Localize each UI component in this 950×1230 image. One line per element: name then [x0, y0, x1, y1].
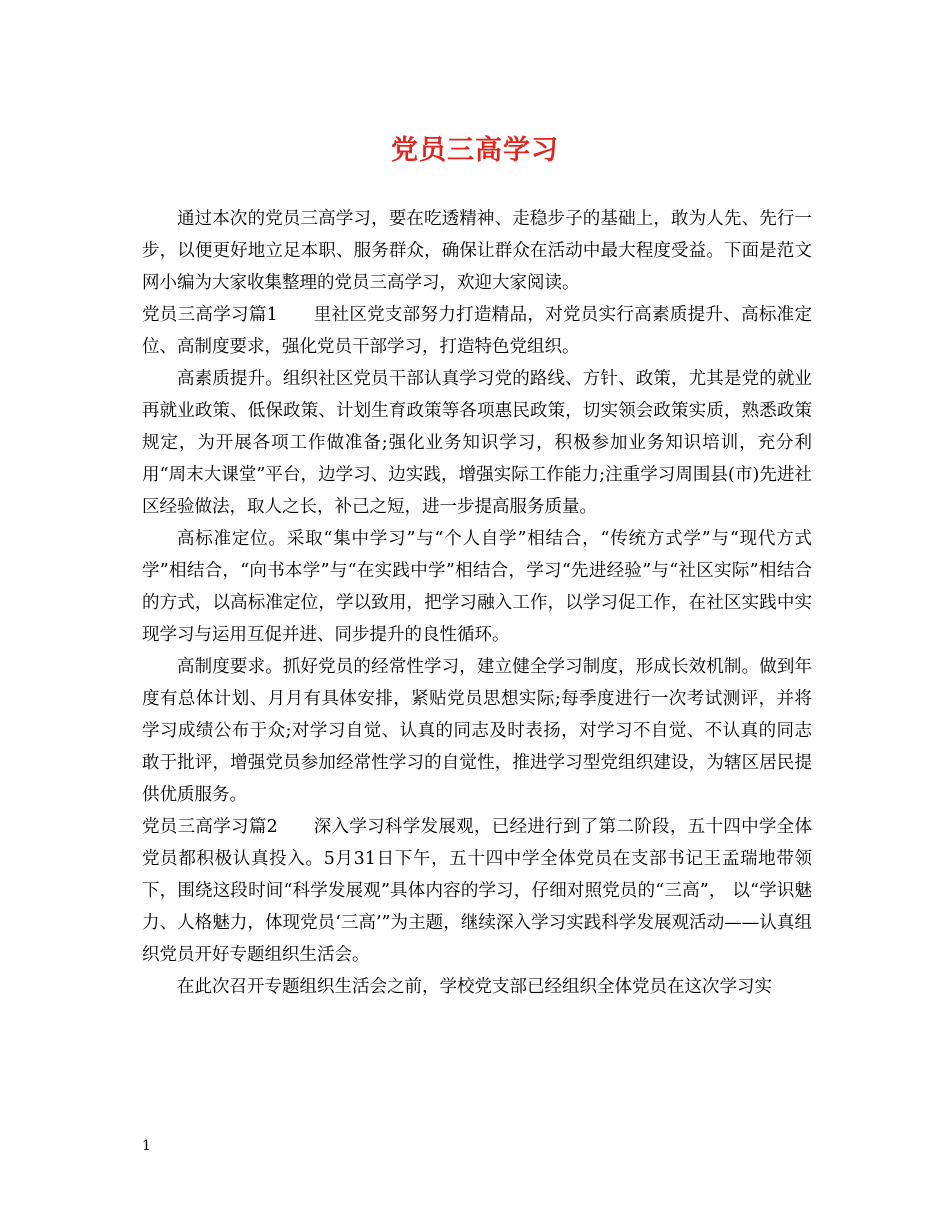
page-number: 1 — [142, 1138, 151, 1154]
paragraph-meeting: 在此次召开专题组织生活会之前，学校党支部已经组织全体党员在这次学习实 — [177, 977, 772, 997]
paragraph-intro: 通过本次的党员三高学习，要在吃透精神、走稳步子的基础上，敢为人先、先行一步，以便更好地立足本职、服务群众，确保让群众在活动中最大程度受益。下面是范文网小编为大家收集整理的党员三高学习，欢迎大家阅读。 — [142, 209, 812, 293]
document-title: 党员三高学习 — [391, 135, 559, 166]
paragraph-section-2: 党员三高学习篇2 深入学习科学发展观，已经进行到了第二阶段，五十四中学全体党员都积极认真投入。5月31日下午，五十四中学全体党员在支部书记王孟瑞地带领下，围绕这段时间“科学发展观”具体内容的学习，仔细对照党员的“三高”， 以“学识魅力、人格魅力，体现党员‘三高’”为主题，继续深入学习实践科学发展观活动——认真组织党员开好专题组织生活会。 — [142, 817, 812, 965]
document-body — [142, 203, 812, 1003]
paragraph-high-system: 高制度要求。抓好党员的经常性学习，建立健全学习制度，形成长效机制。做到年度有总体计划、月月有具体安排，紧贴党员思想实际;每季度进行一次考试测评，并将学习成绩公布于众;对学习自觉、认真的同志及时表扬，对学习不自觉、不认真的同志敢于批评，增强党员参加经常性学习的自觉性，推进学习型党组织建设，为辖区居民提供优质服务。 — [142, 657, 812, 805]
paragraph-high-standard: 高标准定位。采取“集中学习”与“个人自学”相结合，“传统方式学”与“现代方式学”相结合，“向书本学”与“在实践中学”相结合，学习“先进经验”与“社区实际”相结合的方式，以高标准定位，学以致用，把学习融入工作，以学习促工作，在社区实践中实现学习与运用互促并进、同步提升的良性循环。 — [142, 529, 812, 645]
paragraph-high-quality: 高素质提升。组织社区党员干部认真学习党的路线、方针、政策，尤其是党的就业再就业政策、低保政策、计划生育政策等各项惠民政策，切实领会政策实质，熟悉政策规定，为开展各项工作做准备;强化业务知识学习，积极参加业务知识培训，充分利用“周末大课堂”平台，边学习、边实践，增强实际工作能力;注重学习周围县(市)先进社区经验做法，取人之长，补己之短，进一步提高服务质量。 — [142, 369, 812, 517]
paragraph-section-1: 党员三高学习篇1 里社区党支部努力打造精品，对党员实行高素质提升、高标准定位、高制度要求，强化党员干部学习，打造特色党组织。 — [142, 305, 812, 357]
